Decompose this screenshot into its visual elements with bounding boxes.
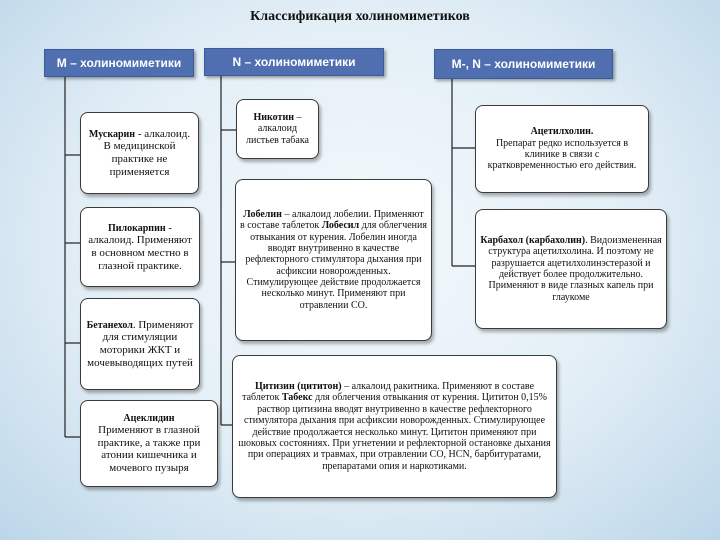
m-cholinomimetics-header: М – холиномиметики [44, 49, 194, 77]
mn-cholinomimetics-header: М-, N – холиномиметики [434, 49, 613, 79]
drug-description: - алкалоид. В медицинской практике не применяется [103, 127, 191, 178]
drug-description: Препарат редко используется в клинике в связи с кратковременностью его действия. [487, 137, 637, 172]
drug-description: – алкалоид лобелии. Применяют в составе таблеток [240, 208, 424, 232]
n-cholinomimetics-header: N – холиномиметики [204, 48, 384, 76]
drug-name: Карбахол (карбахолин) [480, 234, 586, 246]
drug-description: Применяют в глазной практике, а также при атонии кишечника и мочевого пузыря [97, 424, 201, 474]
cytisin-box [232, 355, 557, 498]
drug-trade-name: Лобесил [321, 220, 360, 232]
drug-description: . Видоизмененная структура ацетилхолина. И поэтому не разрушается ацетилхолинэстеразой и действует более продолжительно. Применяют в виде глазных капель при глаукоме [488, 234, 662, 303]
drug-description: – алкалоид листьев табака [246, 111, 309, 146]
drug-name: Мускарин [88, 128, 136, 140]
carbachol-box [475, 209, 667, 329]
drug-description: - алкалоид. Применяют в основном местно в глазной практике. [88, 221, 192, 272]
drug-name: Бетанехол [86, 319, 133, 331]
lobelin-box [235, 179, 432, 341]
drug-description: – алкалоид ракитника. Применяют в составе таблеток [242, 380, 535, 404]
drug-description: . Применяют для стимуляции моторики ЖКТ и мочевыводящих путей [87, 318, 194, 369]
drug-trade-name: Табекс [281, 392, 313, 404]
drug-name: Цитизин (цититон) [254, 380, 342, 392]
drug-name: Ацеклидин [123, 412, 175, 424]
drug-name: Никотин [253, 111, 294, 123]
drug-description: для облегчения отвыкания от курения. Цититон 0,15% раствор цитизина вводят внутривенно в качестве рефлекторного стимулятора дыхания при асфиксии новорожденных. Стимулирующее действие продолжается несколько минут. Цититон применяют при шоковых состояниях. При угнетении и рефлекторной остановке дыхания при операциях и травмах, при отравлении СО, HCN, барбитуратами, препаратами опия и наркотиками. [238, 392, 551, 472]
drug-name: Пилокарпин [107, 222, 166, 234]
aceclidin-box [80, 400, 218, 487]
drug-name: Лобелин [243, 208, 282, 220]
acetylcholin-box [475, 105, 649, 193]
drug-name: Ацетилхолин. [530, 126, 594, 138]
muscarin-box [80, 112, 199, 194]
page-title: Классификация холиномиметиков [250, 9, 470, 24]
nicotin-box [236, 99, 319, 159]
drug-description: для облегчения отвыкания от курения. Лобелин иногда вводят внутривенно в качестве рефлекторного стимулятора дыхания при асфиксии новорожденных. Стимулирующее действие продолжается несколько минут. Применяют при отравлении СО. [245, 220, 427, 311]
betanechol-box [80, 298, 200, 390]
pilocarpin-box [80, 207, 200, 287]
